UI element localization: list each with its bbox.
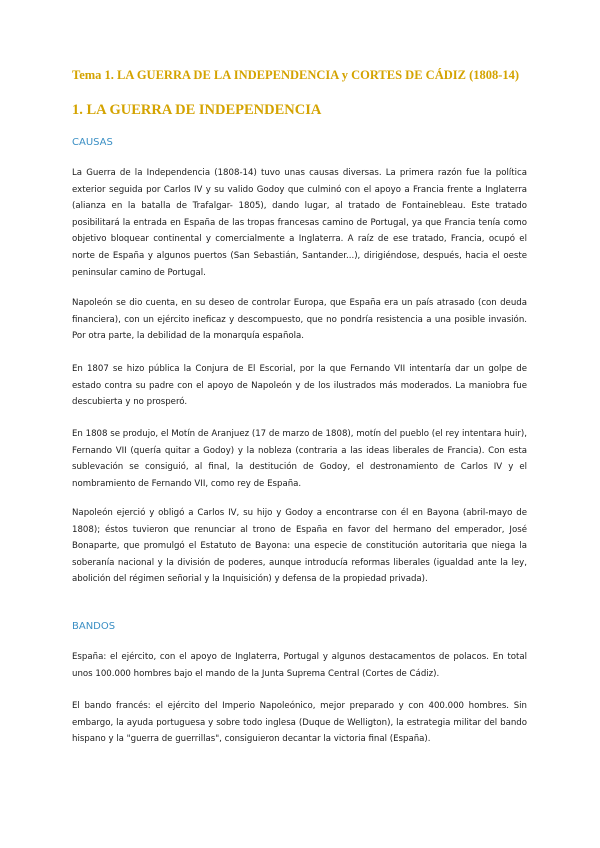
paragraph-causas-3: En 1807 se hizo pública la Conjura de El Escorial, por la que Fernando VII intentaría dar un golpe de estado contra su padre con el apoyo de Napoleón y de los ilustrados más moderados. La maniobra fue descubierta y no prosperó. bbox=[72, 364, 527, 408]
paragraph-causas-1: La Guerra de la Independencia (1808-14) tuvo unas causas diversas. La primera razón fue la política exterior seguida por Carlos IV y su valido Godoy que culminó con el apoyo a Francia frente a Inglaterra (alianza en la batalla de Trafalgar- 1805), dando lugar, al tratado de Fontainebleau. Este tratado posibilitará la entrada en España de las tropas francesas camino de Portugal, ya que Francia tenía como objetivo bloquear continental y comercialmente a Inglaterra. A raíz de ese tratado, Francia, ocupó el norte de España y algunos puertos (San Sebastián, Santander...), dirigiéndose, después, hacia el oeste peninsular camino de Portugal. bbox=[72, 168, 527, 278]
paragraph-causas-5: Napoleón ejerció y obligó a Carlos IV, su hijo y Godoy a encontrarse con él en Bayona (abril-mayo de 1808); éstos tuvieron que renunciar al trono de España en favor del hermano del emperador, José Bonaparte, que promulgó el Estatuto de Bayona: una especie de constitución autoritaria que niega la soberanía nacional y la división de poderes, aunque introducía reformas liberales (igualdad ante la ley, abolición del régimen señorial y la Inquisición) y defensa de la propiedad privada). bbox=[72, 508, 527, 585]
paragraph-bandos-2: El bando francés: el ejército del Imperio Napoleónico, mejor preparado y con 400.000 hombres. Sin embargo, la ayuda portuguesa y sobre todo inglesa (Duque de Welligton), la estrategia militar del bando hispano y la "guerra de guerrillas", consiguieron decantar la victoria final (España). bbox=[72, 701, 527, 745]
subheading-bandos: BANDOS bbox=[72, 621, 116, 632]
subheading-causas: CAUSAS bbox=[72, 137, 113, 148]
paragraph-causas-2: Napoleón se dio cuenta, en su deseo de controlar Europa, que España era un país atrasado (con deuda financiera), con un ejército ineficaz y descompuesto, que no pondría resistencia a una posible invasión. Por otra parte, la debilidad de la monarquía española. bbox=[72, 298, 527, 342]
paragraph-bandos-1: España: el ejército, con el apoyo de Inglaterra, Portugal y algunos destacamentos de polacos. En total unos 100.000 hombres bajo el mando de la Junta Suprema Central (Cortes de Cádiz). bbox=[72, 652, 527, 679]
section-heading: 1. LA GUERRA DE INDEPENDENCIA bbox=[72, 102, 322, 118]
paragraph-causas-4: En 1808 se produjo, el Motín de Aranjuez (17 de marzo de 1808), motín del pueblo (el rey intentara huir), Fernando VII (quería quitar a Godoy) y la nobleza (contraria a las ideas liberales de Francia). Con esta sublevación se consiguió, al final, la destitución de Godoy, el destronamiento de Carlos IV y el nombramiento de Fernando VII, como rey de España. bbox=[72, 429, 527, 489]
document-title: Tema 1. LA GUERRA DE LA INDEPENDENCIA y CORTES DE CÁDIZ (1808-14) bbox=[72, 68, 520, 82]
